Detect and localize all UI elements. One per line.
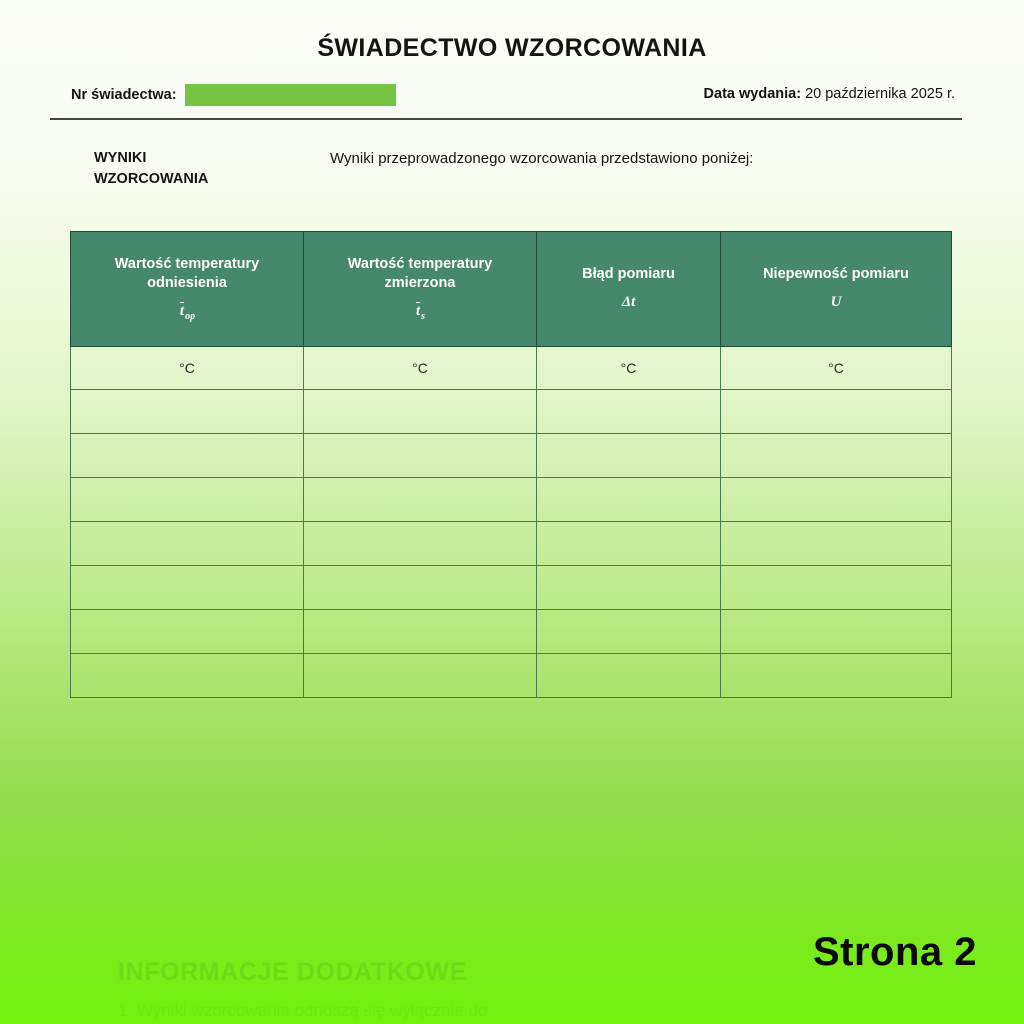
table-cell[interactable] [71, 434, 304, 478]
column-header-line-2: odniesienia [147, 275, 227, 291]
column-symbol-u: U [830, 294, 842, 311]
calibration-results-table [70, 231, 952, 698]
table-cell[interactable] [71, 566, 304, 610]
column-symbol-t-s: $\overline{t}_s$ [415, 302, 426, 322]
table-cell[interactable] [71, 654, 304, 698]
table-header-row [71, 232, 952, 347]
section-label-line-2: WZORCOWANIA [94, 170, 209, 187]
column-header-line-1: Niepewność pomiaru [763, 266, 909, 283]
column-header-reference-temperature [71, 232, 304, 347]
table-cell[interactable] [721, 390, 952, 434]
table-cell[interactable] [304, 390, 537, 434]
table-cell[interactable] [537, 522, 721, 566]
table-cell[interactable] [721, 522, 952, 566]
table-cell[interactable] [537, 566, 721, 610]
table-row [71, 522, 952, 566]
table-cell[interactable] [304, 566, 537, 610]
table-cell[interactable] [537, 434, 721, 478]
certificate-meta-row [71, 84, 955, 110]
page-title: ŚWIADECTWO WZORCOWANIA [317, 34, 707, 62]
page-number: Strona 2 [812, 930, 977, 974]
issue-date-value: 20 października 2025 r. [805, 86, 955, 102]
header-divider [50, 118, 962, 120]
column-header-measurement-uncertainty [721, 232, 952, 347]
table-body [71, 347, 952, 698]
table-cell[interactable] [304, 654, 537, 698]
table-row [71, 478, 952, 522]
column-symbol-delta-t: Δt [621, 294, 636, 311]
section-label-calibration-results [94, 148, 294, 189]
unit-cell: °C [304, 347, 537, 390]
table-row [71, 434, 952, 478]
section-label-line-1: WYNIKI [94, 150, 147, 166]
column-header-measurement-error [537, 232, 721, 347]
table-cell[interactable] [537, 478, 721, 522]
column-header-line-2: zmierzona [384, 275, 456, 291]
table-cell[interactable] [304, 522, 537, 566]
footer-item-1: 1. Wyniki wzorcowania odnoszą się wyłącznie do [118, 1001, 488, 1020]
column-header-measured-temperature [304, 232, 537, 347]
table-unit-row [71, 347, 952, 390]
footer-additional-information [118, 958, 878, 1021]
column-header-line-1: Wartość temperatury [114, 256, 260, 273]
table-cell[interactable] [71, 478, 304, 522]
column-symbol-t-op: $\overline{t}_{op}$ [179, 302, 196, 322]
table-cell[interactable] [537, 654, 721, 698]
certificate-number-group [71, 84, 396, 106]
table-cell[interactable] [71, 522, 304, 566]
table-row [71, 390, 952, 434]
table-cell[interactable] [721, 610, 952, 654]
table-cell[interactable] [721, 566, 952, 610]
column-header-line-1: Wartość temperatury [347, 256, 493, 273]
table-row [71, 654, 952, 698]
table-cell[interactable] [304, 610, 537, 654]
issue-date-group [704, 86, 955, 102]
table-cell[interactable] [71, 610, 304, 654]
footer-heading: INFORMACJE DODATKOWE [118, 958, 468, 986]
table-cell[interactable] [304, 434, 537, 478]
issue-date-label: Data wydania: [703, 86, 802, 102]
certificate-number-redaction-block [185, 84, 396, 106]
table-cell[interactable] [721, 478, 952, 522]
unit-cell: °C [721, 347, 952, 390]
table-cell[interactable] [537, 610, 721, 654]
column-header-line-1: Błąd pomiaru [582, 266, 675, 283]
table-cell[interactable] [304, 478, 537, 522]
section-intro-text: Wyniki przeprowadzonego wzorcowania przedstawiono poniżej: [330, 150, 754, 167]
certificate-number-label: Nr świadectwa: [71, 87, 177, 103]
unit-cell: °C [71, 347, 304, 390]
table-cell[interactable] [721, 654, 952, 698]
table-row [71, 610, 952, 654]
table-cell[interactable] [71, 390, 304, 434]
table-row [71, 566, 952, 610]
table-cell[interactable] [537, 390, 721, 434]
table-cell[interactable] [721, 434, 952, 478]
unit-cell: °C [537, 347, 721, 390]
